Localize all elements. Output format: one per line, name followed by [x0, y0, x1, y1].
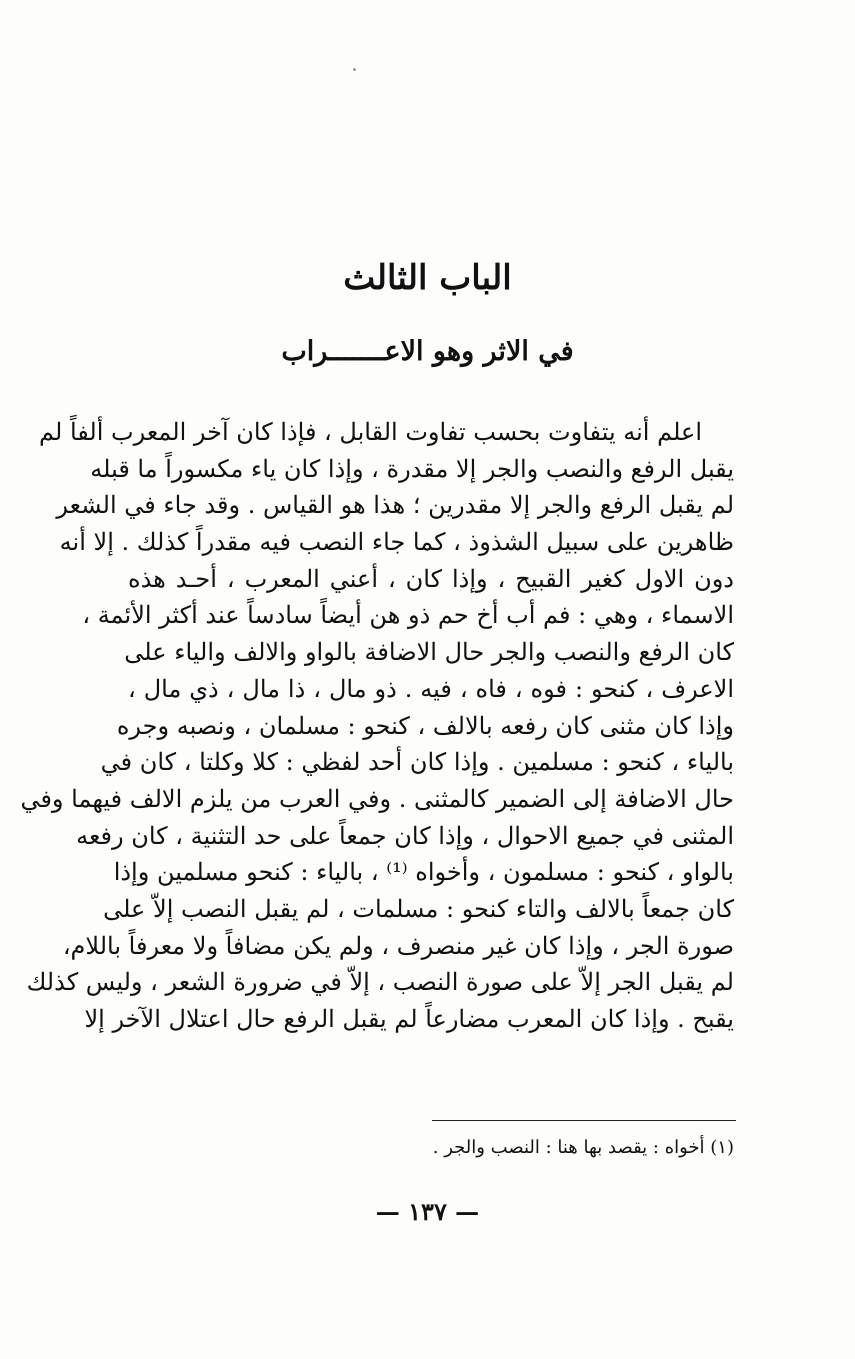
footnote-divider [432, 1120, 736, 1121]
body-line: حال الاضافة إلى الضمير كالمثنى . وفي العرب من يلزم الالف فيهما وفي [20, 784, 734, 813]
footnote: (١) أخواه : يقصد بها هنا : النصب والجر . [432, 1137, 734, 1158]
body-line: ظاهرين على سبيل الشذوذ ، كما جاء النصب فيه مقدراً كذلك . إلا أنه [59, 528, 734, 557]
body-line: الاعرف ، كنحو : فوه ، فاه ، فيه . ذو مال ، ذا مال ، ذي مال ، [128, 674, 734, 703]
body-line: بالياء ، كنحو : مسلمين . وإذا كان أحد لفظي : كلا وكلتا ، كان في [100, 748, 734, 777]
body-line: يقبح . وإذا كان المعرب مضارعاً لم يقبل الرفع حال اعتلال الآخر إلا [84, 1005, 734, 1033]
paper-speck [353, 68, 356, 71]
chapter-title: الباب الثالث [343, 258, 512, 298]
body-line: صورة الجر ، وإذا كان غير منصرف ، ولم يكن مضافاً ولا معرفاً باللام، [62, 931, 734, 960]
body-line: اعلم أنه يتفاوت بحسب تفاوت القابل ، فإذا كان آخر المعرب ألفاً لم [39, 418, 702, 446]
page-number: — ١٣٧ — [375, 1197, 480, 1226]
body-line: الاسماء ، وهي : فم أب أخ حم ذو هن أيضاً سادساً عند أكثر الأئمة ، [82, 601, 734, 630]
body-line: كان الرفع والنصب والجر حال الاضافة بالواو والالف والياء على [124, 638, 734, 667]
body-line: يقبل الرفع والنصب والجر إلا مقدرة ، وإذا كان ياء مكسوراً ما قبله [90, 454, 734, 483]
body-line: كان جمعاً بالالف والتاء كنحو : مسلمات ، لم يقبل النصب إلاّ على [103, 894, 734, 923]
body-line: بالواو ، كنحو : مسلمون ، وأخواه ⁽¹⁾ ، بالياء : كنحو مسلمين وإذا [113, 858, 734, 887]
chapter-subtitle: في الاثر وهو الاعـــــــراب [281, 336, 574, 367]
body-line: لم يقبل الرفع والجر إلا مقدرين ؛ هذا هو القياس . وقد جاء في الشعر [56, 491, 734, 520]
body-line: لم يقبل الجر إلاّ على صورة النصب ، إلاّ في ضرورة الشعر ، وليس كذلك [26, 968, 734, 997]
body-text [20, 414, 734, 1038]
body-line: المثنى في جميع الاحوال ، وإذا كان جمعاً على حد التثنية ، كان رفعه [76, 821, 734, 850]
body-line: دون الاول كغير القبيح ، وإذا كان ، أعني المعرب ، أحـد هذه [128, 564, 734, 593]
body-line: وإذا كان مثنى كان رفعه بالالف ، كنحو : مسلمان ، ونصبه وجره [116, 711, 734, 740]
